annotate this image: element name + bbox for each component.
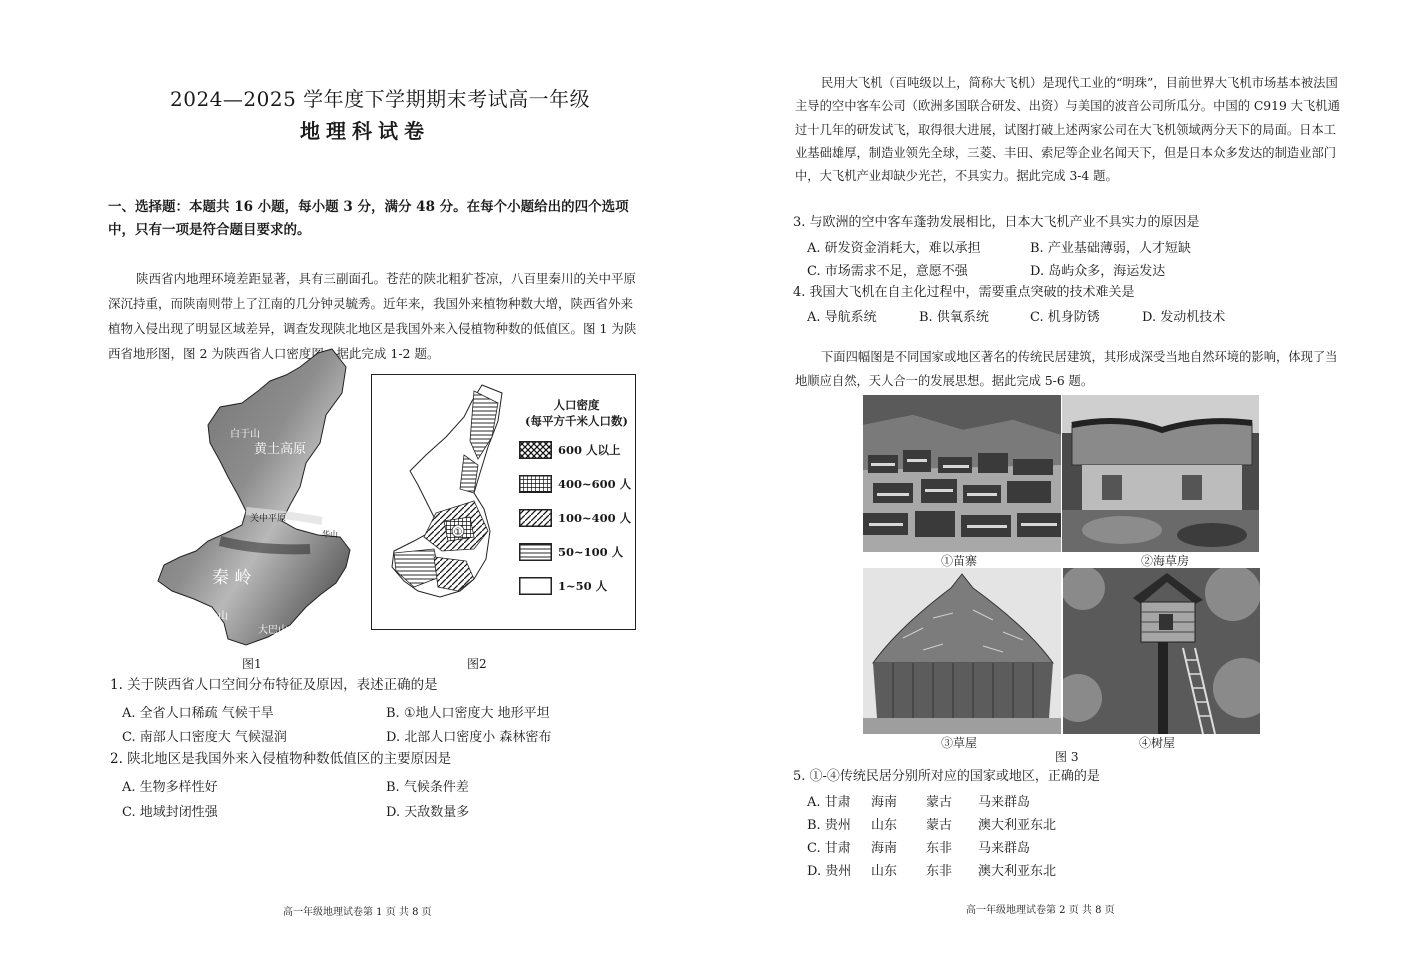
legend-item (519, 501, 634, 535)
q3-option-d: D. 岛屿众多，海运发达 (1030, 264, 1166, 279)
map-label-loess: 黄土高原 (254, 442, 307, 457)
question-4-stem: 4. 我国大飞机在自主化过程中，需要重点突破的技术难关是 (793, 285, 1135, 300)
q5-option-d-4: 澳大利亚东北 (978, 864, 1057, 879)
legend-swatch-cross (519, 441, 552, 459)
q5-option-b-3: 蒙古 (926, 818, 953, 833)
q1-option-b: B. ①地人口密度大 地形平坦 (386, 706, 550, 721)
section-heading: 一、选择题：本题共 16 小题，每小题 3 分，满分 48 分。在每个小题给出的四个选项中，只有一项是符合题目要求的。 (108, 199, 629, 238)
photo-miao-village (863, 395, 1061, 552)
legend-title: 人口密度 (553, 398, 600, 412)
q5-option-c-4: 马来群岛 (978, 841, 1031, 856)
right-page (710, 0, 1420, 969)
q5-option-c-1: C. 甘肃 (807, 841, 851, 856)
population-density-figure (371, 374, 636, 630)
map-label-guanzhong: 关中平原 (250, 514, 287, 524)
map-label-qinling: 秦 岭 (212, 568, 252, 588)
right-page-footer: 高一年级地理试卷第 2 页 共 8 页 (966, 905, 1115, 916)
q3-option-b: B. 产业基础薄弱，人才短缺 (1030, 241, 1191, 256)
aircraft-paragraph: 民用大飞机（百吨级以上，简称大飞机）是现代工业的“明珠”，目前世界大飞机市场基本被法国主导的空中客车公司（欧洲多国联合研发、出资）与美国的波音公司所瓜分。中国的 C919 大飞机通过十几年的研发试飞，取得很大进展，试图打破上述两家公司在大飞机领域两分天下的局面。日本工业基础雄厚，制造业领先全球，三菱、丰田、索尼等企业名闻天下，但是日本众多发达的制造业部门中，大飞机产业却缺少光芒，不具实力。据此完成 3-4 题。 (795, 76, 1340, 184)
legend-item (519, 467, 634, 501)
q5-option-d-2: 山东 (871, 864, 898, 879)
q5-option-b-2: 山东 (871, 818, 898, 833)
legend-swatch-grid (519, 475, 552, 493)
q5-option-d-1: D. 贵州 (807, 864, 852, 879)
q1-option-a: A. 全省人口稀疏 气候干旱 (122, 706, 274, 721)
legend-label: 50~100 人 (558, 545, 624, 559)
map-label-baiyu: 白于山 (230, 429, 260, 440)
q5-option-b-4: 澳大利亚东北 (978, 818, 1057, 833)
q5-option-b-1: B. 贵州 (807, 818, 851, 833)
q5-option-c-2: 海南 (871, 841, 898, 856)
q2-option-b: B. 气候条件差 (386, 780, 469, 795)
q1-option-c: C. 南部人口密度大 气候湿润 (122, 730, 287, 745)
q3-option-c: C. 市场需求不足，意愿不强 (807, 264, 968, 279)
map-label-huashan: 华山 (322, 530, 338, 539)
map-label-dabashan: 大巴山 (258, 625, 288, 636)
legend-label: 400~600 人 (558, 477, 632, 491)
figure-3-caption: 图 3 (1055, 750, 1079, 764)
q5-option-a-2: 海南 (871, 795, 898, 810)
exam-subject-title: 地理科试卷 (300, 119, 430, 143)
intro-paragraph: 陕西省内地理环境差距显著，具有三副面孔。苍茫的陕北粗犷苍凉，八百里秦川的关中平原深沉持重，而陕南则带上了江南的几分钟灵毓秀。近年来，我国外来植物种数大增，陕西省外来植物入侵出现了明显区域差异，调查发现陕北地区是我国外来入侵植物种数的低值区。图 1 为陕西省地形图，图 2 为陕西省人口密度图。据此完成 1-2 题。 (108, 271, 637, 361)
q2-option-a: A. 生物多样性好 (122, 780, 218, 795)
legend-label: 1~50 人 (558, 579, 608, 593)
q5-option-a-3: 蒙古 (926, 795, 953, 810)
photo-tree-house (1063, 568, 1260, 734)
population-density-map (374, 381, 514, 616)
q5-option-c-3: 东非 (926, 841, 953, 856)
legend-swatch-blank (519, 577, 552, 595)
legend-label: 600 人以上 (558, 443, 621, 457)
photo-caption-tree: ④树屋 (1139, 736, 1176, 750)
question-2-stem: 2. 陕北地区是我国外来入侵植物种数低值区的主要原因是 (110, 751, 452, 767)
q1-option-d: D. 北部人口密度小 森林密布 (386, 730, 552, 745)
photo-grass-hut (863, 568, 1061, 734)
figure-2-caption: 图2 (467, 657, 487, 671)
q3-option-a: A. 研发资金消耗大，难以承担 (807, 241, 981, 256)
q5-option-a-4: 马来群岛 (978, 795, 1031, 810)
question-5-stem: 5. ①-④传统民居分别所对应的国家或地区，正确的是 (793, 769, 1100, 784)
photo-caption-miao: ①苗寨 (941, 554, 978, 568)
map-label-micang: 米仓山 (198, 611, 228, 622)
density-legend (519, 397, 634, 603)
exam-title: 2024—2025 学年度下学期期末考试高一年级 (170, 87, 591, 111)
photo-caption-seaweed: ②海草房 (1141, 554, 1190, 568)
legend-subtitle: (每平方千米人口数) (525, 414, 628, 428)
legend-item (519, 535, 634, 569)
legend-swatch-diagonal (519, 509, 552, 527)
question-3-stem: 3. 与欧洲的空中客车蓬勃发展相比，日本大飞机产业不具实力的原因是 (793, 215, 1200, 230)
photo-caption-grass: ③草屋 (941, 736, 978, 750)
left-page-footer: 高一年级地理试卷第 1 页 共 8 页 (283, 907, 432, 918)
legend-label: 100~400 人 (558, 511, 632, 525)
legend-swatch-horizontal (519, 543, 552, 561)
q4-option-d: D. 发动机技术 (1142, 310, 1226, 325)
photo-seaweed-house (1062, 395, 1259, 552)
q2-option-c: C. 地域封闭性强 (122, 805, 218, 820)
q4-option-a: A. 导航系统 (807, 310, 877, 325)
q4-option-c: C. 机身防锈 (1030, 310, 1100, 325)
dwelling-paragraph: 下面四幅图是不同国家或地区著名的传统民居建筑，其形成深受当地自然环境的影响，体现了当地顺应自然，天人合一的发展思想。据此完成 5-6 题。 (795, 350, 1338, 388)
q4-option-b: B. 供氧系统 (919, 310, 989, 325)
legend-item (519, 433, 634, 467)
legend-item (519, 569, 634, 603)
q5-option-d-3: 东非 (926, 864, 953, 879)
q2-option-d: D. 天敌数量多 (386, 805, 470, 820)
q5-option-a-1: A. 甘肃 (807, 795, 851, 810)
figure-1-caption: 图1 (242, 657, 262, 671)
shaanxi-terrain-map (150, 345, 360, 650)
map2-marker-1: ① (453, 527, 463, 538)
question-1-stem: 1. 关于陕西省人口空间分布特征及原因，表述正确的是 (110, 677, 438, 693)
